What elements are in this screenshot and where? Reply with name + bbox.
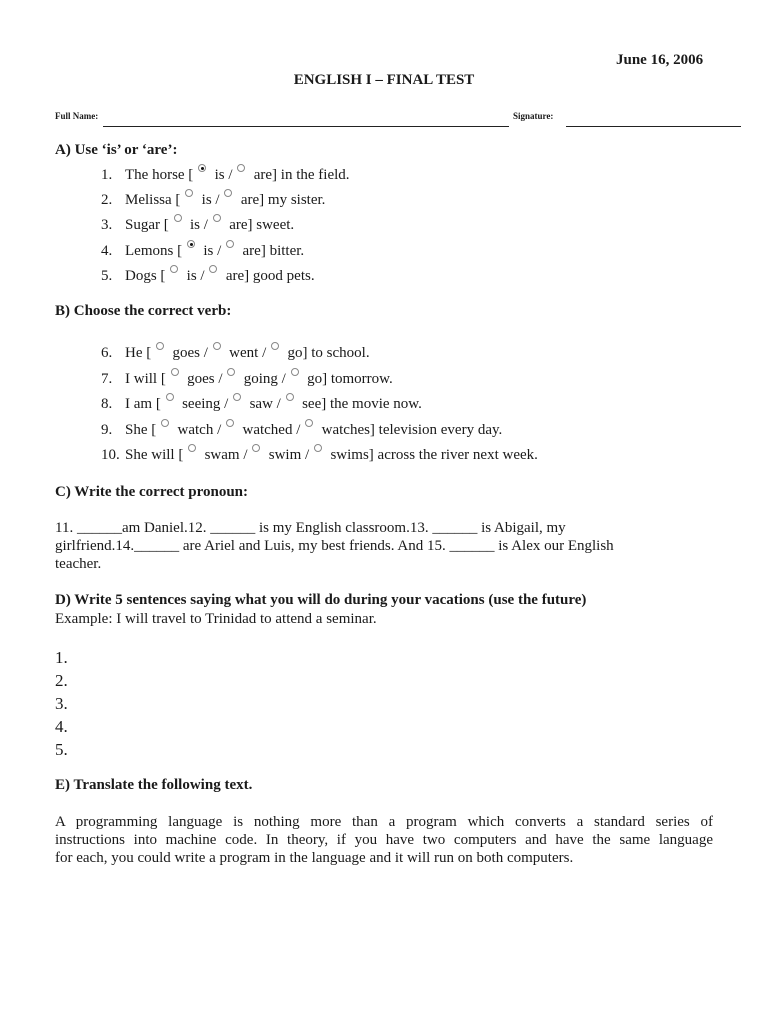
option-label: swims] across the river next week. — [330, 447, 538, 463]
question-number: 9. — [101, 422, 113, 438]
option-label: is / — [201, 192, 220, 208]
question-stem: She will [ — [125, 447, 184, 463]
option-label: is / — [186, 268, 205, 284]
section-d-heading: D) Write 5 sentences saying what you will do during your vacations (use the future) — [55, 592, 587, 608]
radio-button[interactable] — [237, 164, 245, 172]
option-label: go] tomorrow. — [307, 371, 393, 387]
section-e-line-2: instructions into machine code. In theory, if you have two computers and have the same language — [55, 832, 713, 848]
option-label: watches] television every day. — [321, 422, 503, 438]
radio-button[interactable] — [291, 368, 299, 376]
section-d-answer-list — [55, 646, 68, 761]
option-label: swim / — [268, 447, 310, 463]
section-b-heading: B) Choose the correct verb: — [55, 303, 232, 319]
section-c-line-3: teacher. — [55, 556, 102, 572]
option-label: are] good pets. — [225, 268, 315, 284]
question-number: 4. — [101, 243, 113, 259]
radio-button[interactable] — [185, 189, 193, 197]
question-row — [101, 396, 422, 413]
option-label: goes / — [187, 371, 223, 387]
answer-number: 4. — [55, 717, 68, 736]
full-name-label: Full Name: — [55, 111, 99, 121]
option-label: saw / — [249, 396, 281, 412]
section-c-line-2: girlfriend.14.______ are Ariel and Luis, my best friends. And 15. ______ is Alex our English — [55, 538, 614, 554]
radio-button[interactable] — [170, 265, 178, 273]
radio-button[interactable] — [209, 265, 217, 273]
radio-button[interactable] — [252, 444, 260, 452]
question-stem: Lemons [ — [125, 243, 183, 259]
radio-button[interactable] — [286, 393, 294, 401]
section-e-text — [55, 813, 713, 867]
radio-button[interactable] — [187, 240, 195, 248]
option-label: watch / — [177, 422, 222, 438]
signature-label: Signature: — [513, 111, 554, 121]
radio-button[interactable] — [213, 342, 221, 350]
option-label: is / — [190, 217, 208, 233]
question-stem: I am [ — [125, 396, 161, 412]
question-number: 8. — [101, 396, 113, 412]
radio-button[interactable] — [174, 214, 182, 222]
radio-button[interactable] — [156, 342, 164, 350]
question-row — [101, 192, 325, 209]
answer-number: 2. — [55, 671, 68, 690]
full-name-field[interactable] — [103, 126, 509, 127]
radio-button[interactable] — [188, 444, 196, 452]
section-c-line-1: 11. ______am Daniel.12. ______ is my English classroom.13. ______ is Abigail, my — [55, 520, 566, 536]
option-label: are] sweet. — [229, 217, 295, 233]
radio-button[interactable] — [171, 368, 179, 376]
question-stem: I will [ — [125, 371, 166, 387]
radio-button[interactable] — [227, 368, 235, 376]
question-stem: Melissa [ — [125, 192, 181, 208]
question-number: 7. — [101, 371, 113, 387]
test-date: June 16, 2006 — [616, 52, 704, 68]
section-e-line-3: for each, you could write a program in the language and it will run on both computers. — [55, 850, 574, 866]
radio-button[interactable] — [198, 164, 206, 172]
question-stem: She [ — [125, 422, 157, 438]
option-label: goes / — [172, 345, 208, 361]
option-label: went / — [229, 345, 267, 361]
question-row — [101, 167, 350, 184]
option-label: is / — [203, 243, 222, 259]
radio-button[interactable] — [224, 189, 232, 197]
answer-number: 1. — [55, 648, 68, 667]
signature-field[interactable] — [566, 126, 741, 127]
radio-button[interactable] — [271, 342, 279, 350]
radio-button[interactable] — [233, 393, 241, 401]
radio-button[interactable] — [226, 240, 234, 248]
section-c-text — [55, 519, 665, 573]
answer-number: 5. — [55, 740, 68, 759]
option-label: is / — [214, 167, 233, 183]
question-number: 5. — [101, 268, 113, 284]
option-label: swam / — [204, 447, 248, 463]
radio-button[interactable] — [161, 419, 169, 427]
option-label: are] in the field. — [253, 167, 350, 183]
option-label: seeing / — [182, 396, 229, 412]
radio-button[interactable] — [226, 419, 234, 427]
question-number: 6. — [101, 345, 113, 361]
question-number: 10. — [101, 447, 120, 463]
question-number: 2. — [101, 192, 113, 208]
question-row — [101, 268, 315, 285]
section-c-heading: C) Write the correct pronoun: — [55, 484, 249, 500]
question-stem: The horse [ — [125, 167, 194, 183]
question-stem: Dogs [ — [125, 268, 166, 284]
question-row — [101, 243, 304, 260]
radio-button[interactable] — [166, 393, 174, 401]
option-label: going / — [243, 371, 286, 387]
question-row — [101, 217, 294, 234]
question-row — [101, 447, 538, 464]
test-title: ENGLISH I – FINAL TEST — [293, 72, 475, 88]
question-number: 1. — [101, 167, 113, 183]
option-label: see] the movie now. — [302, 396, 422, 412]
question-row — [101, 422, 502, 439]
option-label: go] to school. — [287, 345, 370, 361]
answer-number: 3. — [55, 694, 68, 713]
option-label: are] bitter. — [242, 243, 305, 259]
section-a-heading: A) Use ‘is’ or ‘are’: — [55, 142, 178, 158]
radio-button[interactable] — [314, 444, 322, 452]
option-label: are] my sister. — [240, 192, 326, 208]
section-d-example: Example: I will travel to Trinidad to attend a seminar. — [55, 611, 377, 627]
question-stem: He [ — [125, 345, 152, 361]
radio-button[interactable] — [213, 214, 221, 222]
section-e-heading: E) Translate the following text. — [55, 777, 253, 793]
question-row — [101, 371, 393, 388]
section-e-line-1: A programming language is nothing more than a program which converts a standard series of — [55, 814, 713, 830]
question-stem: Sugar [ — [125, 217, 169, 233]
radio-button[interactable] — [305, 419, 313, 427]
question-number: 3. — [101, 217, 113, 233]
option-label: watched / — [242, 422, 301, 438]
question-row — [101, 345, 370, 362]
